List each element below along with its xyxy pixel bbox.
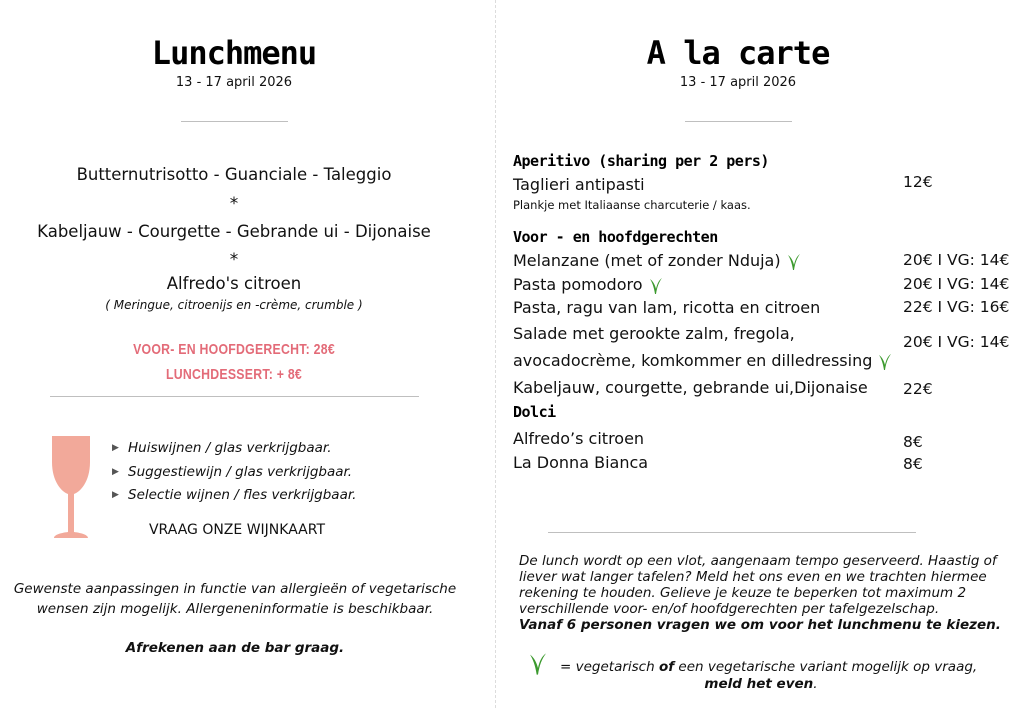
allergy-line-2: wensen zijn mogelijk. Allergeneninformatie is beschikbaar. bbox=[36, 601, 434, 617]
lunch-title-rule bbox=[181, 121, 288, 122]
item-tagliere: Taglieri antipasti bbox=[513, 175, 645, 194]
pay-note: Afrekenen aan de bar graag. bbox=[125, 640, 345, 656]
item-tagliere-desc: Plankje met Italiaanse charcuterie / kaas. bbox=[513, 198, 751, 212]
carte-title-rule bbox=[685, 121, 792, 122]
lunch-dish-2: Kabeljauw - Courgette - Gebrande ui - Dijonaise bbox=[37, 222, 431, 241]
footer-line-4: verschillende voor- en/of hoofdgerechten per tafelgezelschap. bbox=[519, 601, 940, 617]
triangle-right-icon: ▶ bbox=[112, 490, 119, 500]
price-melanzane: 20€ I VG: 14€ bbox=[903, 251, 1010, 269]
item-salade-line-1: Salade met gerookte zalm, fregola, bbox=[513, 324, 795, 343]
wine-glass-icon bbox=[50, 434, 92, 544]
price-pomodoro: 20€ I VG: 14€ bbox=[903, 275, 1010, 293]
item-ragu: Pasta, ragu van lam, ricotta en citroen bbox=[513, 298, 821, 317]
item-citroen: Alfredo’s citroen bbox=[513, 429, 645, 448]
vegetarian-leaf-icon bbox=[649, 277, 663, 295]
lunch-date: 13 - 17 april 2026 bbox=[175, 75, 293, 90]
lunch-separator-1: * bbox=[229, 194, 239, 214]
carte-title: A la carte bbox=[646, 34, 830, 72]
carte-section-rule bbox=[548, 532, 916, 533]
footer-line-3: rekening te houden. Gelieve je keuze te beperken tot maximum 2 bbox=[519, 585, 967, 601]
wine-list-item: ▶ Suggestiewijn / glas verkrijgbaar. bbox=[112, 463, 353, 480]
wine-list bbox=[112, 438, 356, 509]
lunch-title: Lunchmenu bbox=[151, 34, 317, 72]
footer-line-5: Vanaf 6 personen vragen we om voor het lunchmenu te kiezen. bbox=[519, 617, 1001, 633]
price-citroen: 8€ bbox=[903, 433, 923, 451]
lunch-price-main: VOOR- EN HOOFDGERECHT: 28€ bbox=[133, 341, 335, 358]
footer-line-2: liever wat langer tafelen? Meld het ons even en we trachten hiermee bbox=[519, 569, 987, 585]
price-salade: 20€ I VG: 14€ bbox=[903, 333, 1010, 351]
vegetarian-leaf-icon bbox=[878, 353, 892, 371]
lunch-dessert-note: ( Meringue, citroenijs en -crème, crumble ) bbox=[105, 298, 363, 312]
vegetarian-leaf-icon bbox=[787, 253, 801, 271]
price-tagliere: 12€ bbox=[903, 173, 933, 191]
legend-line-2: meld het even. bbox=[704, 676, 818, 692]
section-dolci: Dolci bbox=[513, 403, 556, 421]
lunch-dish-1: Butternutrisotto - Guanciale - Taleggio bbox=[76, 165, 392, 184]
wine-list-item: ▶ Huiswijnen / glas verkrijgbaar. bbox=[112, 440, 332, 456]
section-main: Voor - en hoofdgerechten bbox=[513, 228, 718, 246]
section-aperitivo: Aperitivo (sharing per 2 pers) bbox=[513, 152, 769, 170]
wine-list-item: ▶ Selectie wijnen / fles verkrijgbaar. bbox=[112, 487, 357, 503]
price-ragu: 22€ I VG: 16€ bbox=[903, 298, 1010, 316]
column-divider bbox=[495, 0, 496, 708]
legend-line-1: = vegetarisch of een vegetarische variant mogelijk op vraag, bbox=[560, 659, 978, 675]
lunch-dish-3: Alfredo's citroen bbox=[166, 274, 302, 293]
item-pomodoro: Pasta pomodoro bbox=[513, 275, 663, 295]
vegetarian-leaf-icon bbox=[527, 652, 549, 676]
item-melanzane: Melanzane (met of zonder Nduja) bbox=[513, 251, 801, 271]
lunch-price-dessert: LUNCHDESSERT: + 8€ bbox=[165, 366, 302, 383]
wine-card-note: VRAAG ONZE WIJNKAART bbox=[148, 522, 326, 538]
item-salade-line-2: avocadocrème, komkommer en dilledressing bbox=[513, 351, 892, 371]
footer-line-1: De lunch wordt op een vlot, aangenaam tempo geserveerd. Haastig of bbox=[519, 553, 997, 569]
triangle-right-icon: ▶ bbox=[112, 443, 119, 453]
allergy-line-1: Gewenste aanpassingen in functie van allergieën of vegetarische bbox=[13, 581, 457, 597]
triangle-right-icon: ▶ bbox=[112, 466, 119, 477]
price-kabeljauw: 22€ bbox=[903, 380, 933, 398]
price-bianca: 8€ bbox=[903, 455, 923, 473]
lunch-separator-2: * bbox=[229, 250, 239, 270]
item-kabeljauw: Kabeljauw, courgette, gebrande ui,Dijonaise bbox=[513, 378, 868, 397]
carte-date: 13 - 17 april 2026 bbox=[679, 75, 797, 90]
lunch-section-rule bbox=[50, 396, 419, 397]
item-bianca: La Donna Bianca bbox=[513, 453, 649, 472]
